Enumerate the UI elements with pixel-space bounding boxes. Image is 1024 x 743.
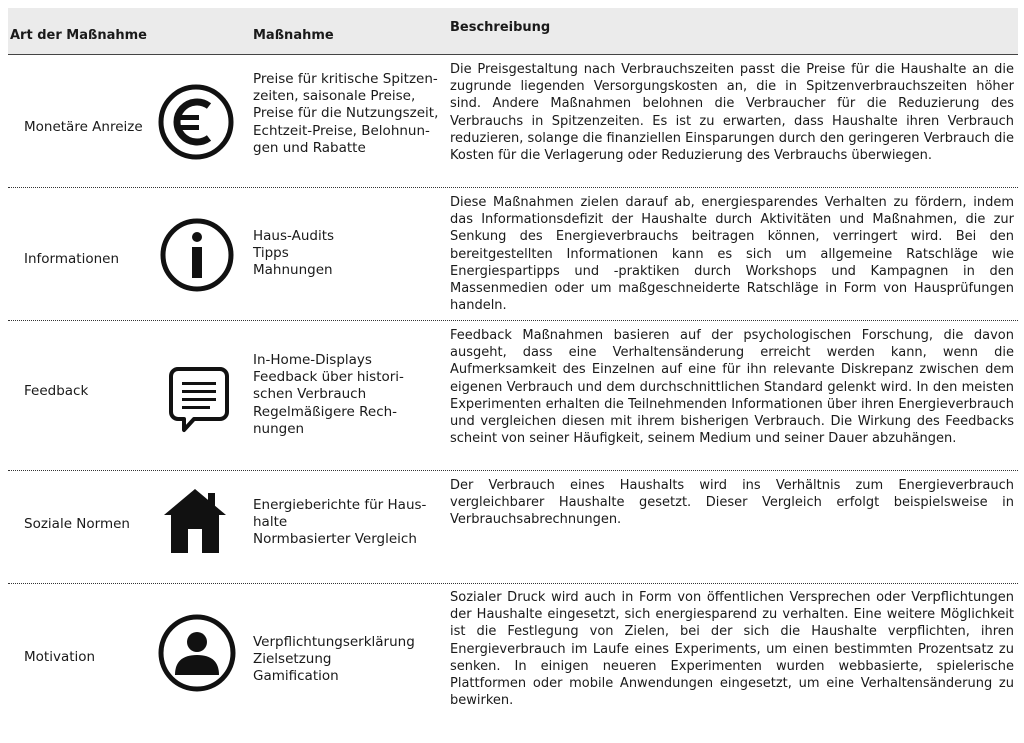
row-category: Motivation (24, 649, 96, 665)
person-icon (156, 612, 238, 694)
speech-bubble-icon (168, 366, 230, 438)
measures-table (8, 8, 1018, 734)
row-measures: Preise für kritische Spitzen- zeiten, saisonale Preise, Preise für die Nutzungszeit, Echtzeit-Preise, Belohnun- gen und Rabatte (253, 71, 439, 156)
row-description: Sozialer Druck wird auch in Form von öffentlichen Versprechen oder Verpflichtungen der Haushalte eingesetzt, sich energiesparend zu verhalten. Eine weitere Möglichkeit ist die Festlegung von Zielen, bei der sich die Haushalte verpflichten, ihren Energieverbrauch im Laufe eines Experiments, um einen bestimmten Prozentsatz zu senken. In einigen neueren Experimenten wurden webbasierte, spielerische Plattformen oder mobile Anwendungen eingesetzt, um eine Verhaltensänderung zu bewirken. (450, 590, 1014, 709)
row-measures: Haus-Audits Tipps Mahnungen (253, 228, 335, 279)
row-description: Die Preisgestaltung nach Verbrauchszeiten passt die Preise für die Haushalte an die zugrunde liegenden Versorgungskosten an, die in Spitzenverbrauchszeiten höher sind. Andere Maßnahmen belohnen die Verbraucher für die Reduzierung des Verbrauchs in Spitzenzeiten. Es ist zu erwarten, dass Haushalte ihren Verbrauch reduzieren, solange die finanziellen Einsparungen durch den geringeren Verbrauch die Kosten für die Verlagerung oder Reduzierung des Verbrauchs überwiegen. (450, 62, 1014, 164)
header-measure: Maßnahme (253, 28, 334, 43)
row-description: Der Verbrauch eines Haushalts wird ins Verhältnis zum Energieverbrauch vergleichbarer Haushalte gesetzt. Dieser Vergleich erfolgt beispielsweise in Verbrauchsabrechnungen. (450, 478, 1014, 528)
header-type: Art der Maßnahme (10, 28, 147, 43)
row-measures: Verpflichtungserklärung Zielsetzung Gamification (253, 634, 415, 685)
table-row (8, 471, 1018, 584)
table-header (8, 8, 1018, 55)
row-category: Informationen (24, 251, 120, 267)
table-row (8, 584, 1018, 734)
row-measures: Energieberichte für Haus- halte Normbasierter Vergleich (253, 497, 427, 548)
row-description: Feedback Maßnahmen basieren auf der psychologischen Forschung, die davon ausgeht, dass eine Verhaltensänderung erreicht werden kann, wenn die Aufmerksamkeit des Einzelnen auf eine für ihn relevante Diskrepanz zwischen dem eigenen Verbrauch und dem durchschnittlichen Standard gelenkt wird. In den meisten Experimenten erhalten die Teilnehmenden Informationen über ihren Energieverbrauch und vergleichen diesen mit ihrem bisherigen Verbrauch. Die Wirkung des Feedbacks scheint von seiner Häufigkeit, seinem Medium und seiner Dauer abzuhängen. (450, 328, 1014, 447)
row-description: Diese Maßnahmen zielen darauf ab, energiesparendes Verhalten zu fördern, indem das Informationsdefizit der Haushalte durch Aktivitäten und Maßnahmen, die zur Senkung des Energieverbrauchs beitragen können, verringert wird. Bei den bereitgestellten Informationen kann es sich um allgemeine Ratschläge wie Energiespartipps und -praktiken durch Workshops und Kampagnen in den Massenmedien oder um maßgeschneiderte Ratschläge in Form von Hausprüfungen handeln. (450, 195, 1014, 314)
info-icon (158, 216, 236, 294)
euro-icon (156, 82, 236, 162)
table-row (8, 321, 1018, 471)
row-category: Feedback (24, 383, 89, 399)
table-row (8, 188, 1018, 321)
header-description: Beschreibung (450, 20, 551, 35)
row-category: Monetäre Anreize (24, 119, 143, 135)
house-icon (162, 485, 228, 555)
row-measures: In-Home-Displays Feedback über histori- schen Verbrauch Regelmäßigere Rech- nungen (253, 352, 404, 437)
table-row (8, 55, 1018, 188)
row-category: Soziale Normen (24, 516, 130, 532)
